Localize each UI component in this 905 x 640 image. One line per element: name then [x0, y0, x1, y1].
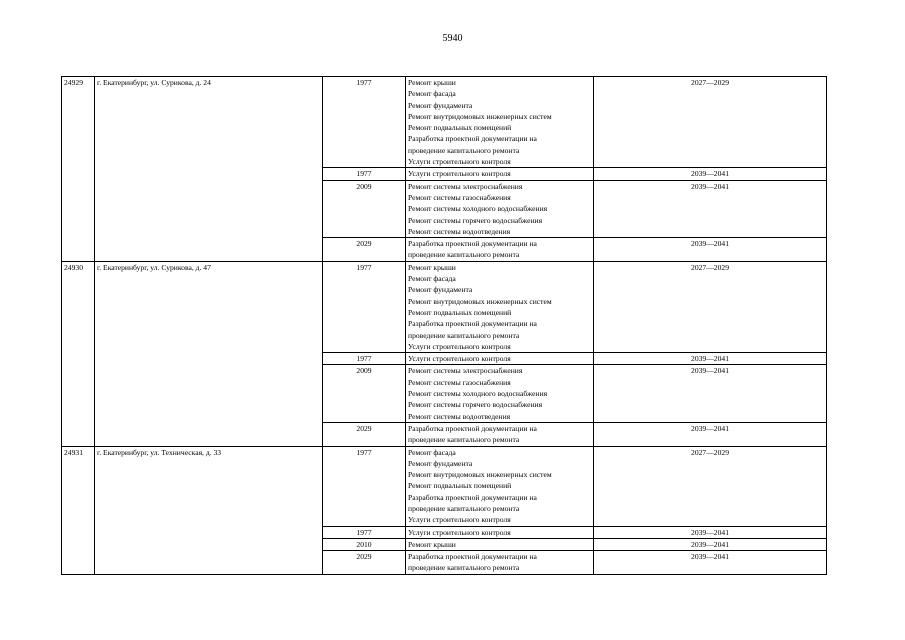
- construction-year: 2009: [323, 180, 406, 237]
- work-type-line: Ремонт системы газоснабжения: [408, 377, 511, 387]
- work-types-cell: [406, 261, 594, 352]
- table-row: [62, 261, 827, 352]
- object-address: г. Екатеринбург, ул. Техническая, д. 33: [95, 446, 323, 574]
- construction-year: 2029: [323, 551, 406, 575]
- work-type-line: Услуги строительного контроля: [408, 354, 511, 364]
- construction-year: 2010: [323, 538, 406, 550]
- object-number: 24930: [62, 261, 95, 446]
- planned-period: 2027—2029: [594, 77, 827, 168]
- work-type-line: Ремонт фундамента: [408, 100, 473, 110]
- work-types-cell: [406, 77, 594, 168]
- page-number: 5940: [442, 33, 463, 44]
- work-type-line: проведение капитального ремонта: [408, 563, 520, 573]
- planned-period: 2039—2041: [594, 168, 827, 180]
- work-type-line: Ремонт крыши: [408, 262, 456, 272]
- work-type-line: Услуги строительного контроля: [408, 515, 511, 525]
- work-type-line: Ремонт внутридомовых инженерных систем: [408, 296, 552, 306]
- work-type-line: Ремонт подвальных помещений: [408, 123, 512, 133]
- planned-period: 2039—2041: [594, 538, 827, 550]
- planned-period: 2039—2041: [594, 422, 827, 446]
- work-type-line: Разработка проектной документации на: [408, 134, 537, 144]
- work-type-line: Ремонт фундамента: [408, 285, 473, 295]
- work-type-line: Услуги строительного контроля: [408, 341, 511, 351]
- work-types-cell: [406, 422, 594, 446]
- work-type-line: Ремонт фасада: [408, 89, 456, 99]
- work-type-line: Ремонт крыши: [408, 539, 456, 549]
- work-type-line: Ремонт системы горячего водоснабжения: [408, 215, 543, 225]
- work-types-cell: [406, 180, 594, 237]
- work-type-line: Ремонт системы холодного водоснабжения: [408, 204, 548, 214]
- work-types-cell: [406, 551, 594, 575]
- work-type-line: Услуги строительного контроля: [408, 157, 511, 167]
- work-type-line: Ремонт системы электроснабжения: [408, 366, 523, 376]
- work-types-cell: [406, 365, 594, 422]
- planned-period: 2039—2041: [594, 180, 827, 237]
- work-type-line: Ремонт внутридомовых инженерных систем: [408, 111, 552, 121]
- work-type-line: Ремонт фундамента: [408, 458, 473, 468]
- work-type-line: проведение капитального ремонта: [408, 145, 520, 155]
- work-type-line: Разработка проектной документации на: [408, 423, 537, 433]
- planned-period: 2039—2041: [594, 238, 827, 262]
- construction-year: 2029: [323, 422, 406, 446]
- planned-period: 2039—2041: [594, 551, 827, 575]
- work-type-line: проведение капитального ремонта: [408, 250, 520, 260]
- construction-year: 1977: [323, 353, 406, 365]
- work-type-line: проведение капитального ремонта: [408, 503, 520, 513]
- construction-year: 2009: [323, 365, 406, 422]
- planned-period: 2039—2041: [594, 365, 827, 422]
- work-types-cell: [406, 353, 594, 365]
- work-types-cell: [406, 538, 594, 550]
- table-row: [62, 446, 827, 526]
- construction-year: 1977: [323, 446, 406, 526]
- work-type-line: Ремонт фасада: [408, 447, 456, 457]
- work-type-line: Ремонт системы электроснабжения: [408, 181, 523, 191]
- work-types-cell: [406, 526, 594, 538]
- construction-year: 1977: [323, 526, 406, 538]
- object-number: 24931: [62, 446, 95, 574]
- work-type-line: Ремонт подвальных помещений: [408, 481, 512, 491]
- work-type-line: Ремонт системы водоотведения: [408, 226, 511, 236]
- planned-period: 2039—2041: [594, 353, 827, 365]
- work-type-line: Ремонт внутридомовых инженерных систем: [408, 470, 552, 480]
- object-address: г. Екатеринбург, ул. Сурикова, д. 24: [95, 77, 323, 262]
- planned-period: 2027—2029: [594, 261, 827, 352]
- work-type-line: Разработка проектной документации на: [408, 492, 537, 502]
- work-type-line: Ремонт фасада: [408, 274, 456, 284]
- object-address: г. Екатеринбург, ул. Сурикова, д. 47: [95, 261, 323, 446]
- work-type-line: Ремонт системы холодного водоснабжения: [408, 389, 548, 399]
- work-types-cell: [406, 168, 594, 180]
- repair-schedule-table: [61, 76, 827, 575]
- work-types-cell: [406, 446, 594, 526]
- work-type-line: Ремонт системы горячего водоснабжения: [408, 400, 543, 410]
- construction-year: 1977: [323, 261, 406, 352]
- work-types-cell: [406, 238, 594, 262]
- table-row: [62, 77, 827, 168]
- work-type-line: Разработка проектной документации на: [408, 319, 537, 329]
- planned-period: 2039—2041: [594, 526, 827, 538]
- work-type-line: Услуги строительного контроля: [408, 527, 511, 537]
- construction-year: 1977: [323, 77, 406, 168]
- planned-period: 2027—2029: [594, 446, 827, 526]
- work-type-line: Ремонт системы газоснабжения: [408, 192, 511, 202]
- object-number: 24929: [62, 77, 95, 262]
- work-type-line: Ремонт системы водоотведения: [408, 411, 511, 421]
- work-type-line: Ремонт подвальных помещений: [408, 307, 512, 317]
- work-type-line: проведение капитального ремонта: [408, 435, 520, 445]
- construction-year: 2029: [323, 238, 406, 262]
- work-type-line: Разработка проектной документации на: [408, 239, 537, 249]
- work-type-line: проведение капитального ремонта: [408, 330, 520, 340]
- work-type-line: Разработка проектной документации на: [408, 552, 537, 562]
- construction-year: 1977: [323, 168, 406, 180]
- work-type-line: Ремонт крыши: [408, 78, 456, 87]
- work-type-line: Услуги строительного контроля: [408, 169, 511, 179]
